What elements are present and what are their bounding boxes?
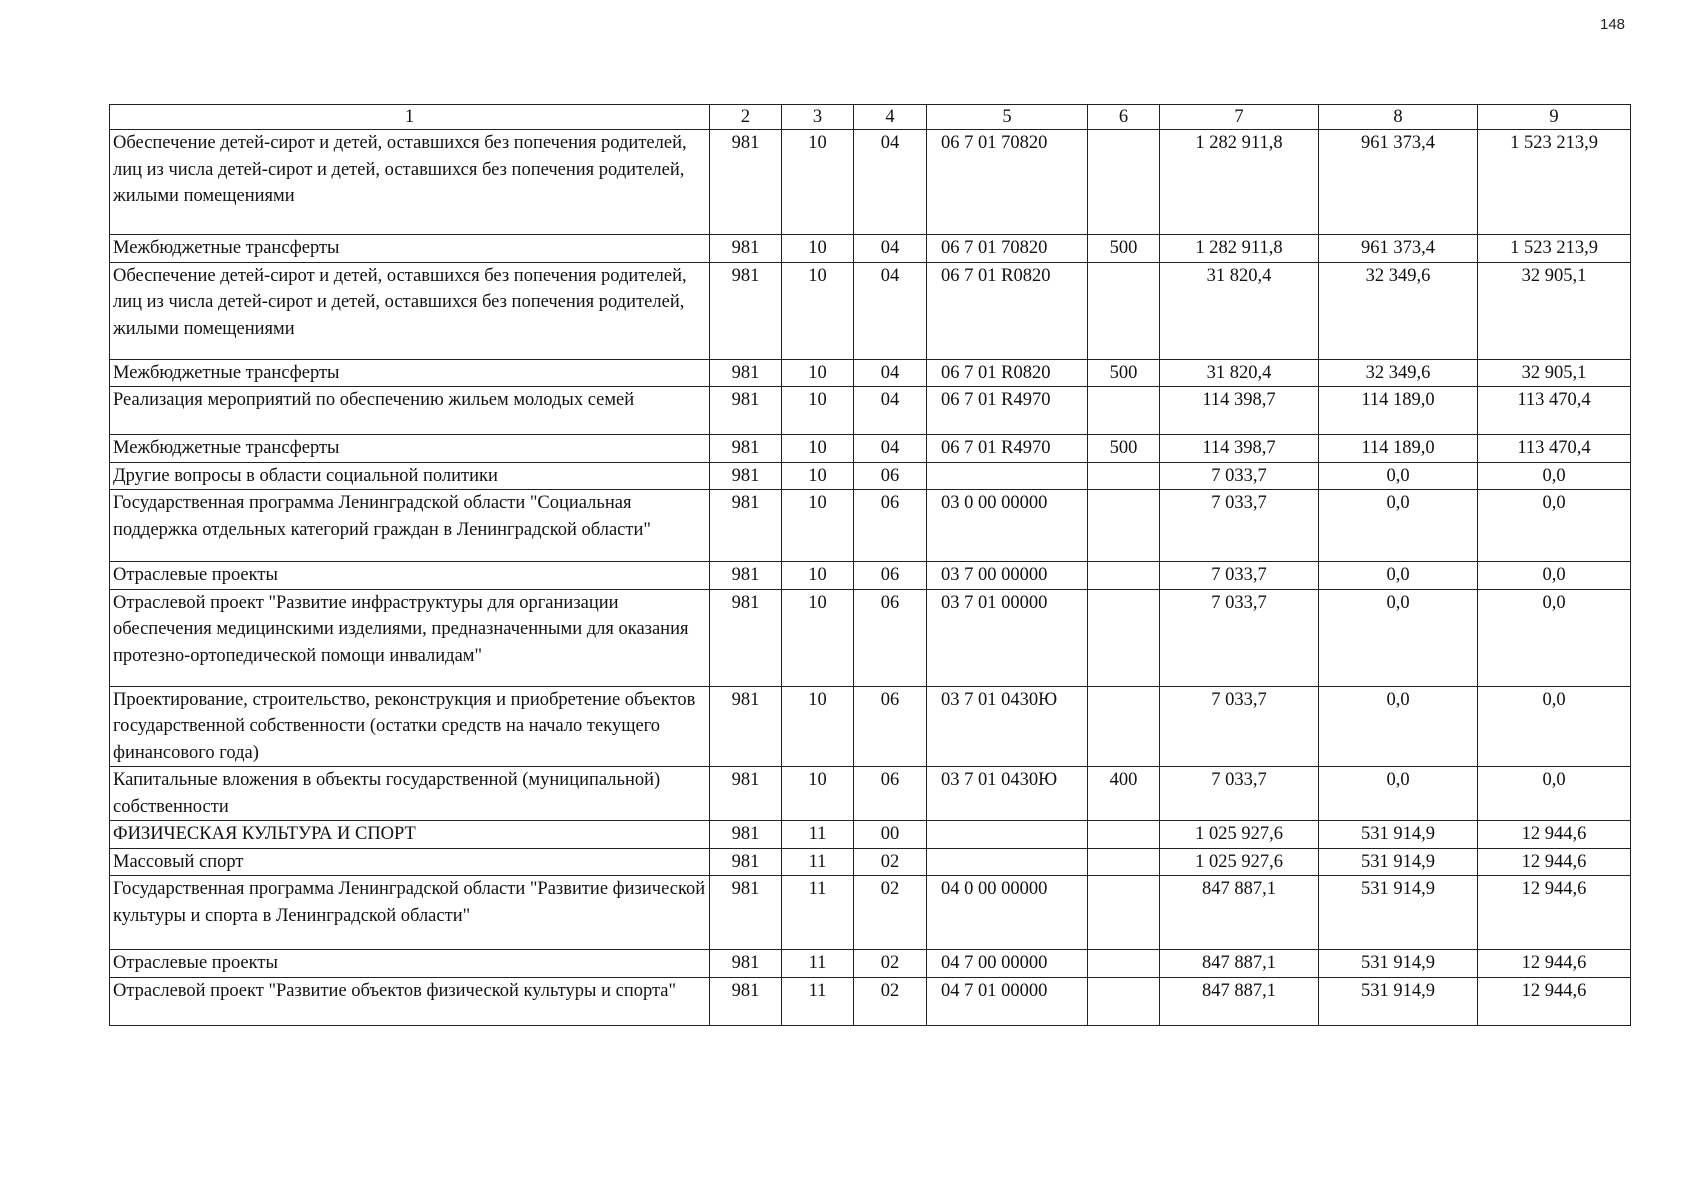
cell-section: 11 (782, 950, 854, 978)
column-header: 4 (854, 105, 927, 130)
cell-amount-col8: 0,0 (1319, 462, 1478, 490)
cell-subsection: 04 (854, 435, 927, 463)
cell-grbs: 981 (710, 262, 782, 359)
cell-amount-col9: 0,0 (1478, 562, 1631, 590)
cell-target-article: 03 7 01 00000 (927, 589, 1088, 686)
cell-amount-col7: 7 033,7 (1160, 562, 1319, 590)
cell-grbs: 981 (710, 130, 782, 235)
table-row (110, 462, 1631, 490)
cell-subsection: 02 (854, 950, 927, 978)
cell-target-article: 03 7 00 00000 (927, 562, 1088, 590)
table-row (110, 821, 1631, 849)
table-row (110, 387, 1631, 435)
cell-amount-col9: 0,0 (1478, 490, 1631, 562)
cell-subsection: 02 (854, 848, 927, 876)
cell-section: 10 (782, 262, 854, 359)
cell-target-article: 06 7 01 R4970 (927, 387, 1088, 435)
cell-section: 11 (782, 821, 854, 849)
cell-amount-col9: 12 944,6 (1478, 977, 1631, 1025)
cell-expense-type (1088, 950, 1160, 978)
cell-target-article (927, 462, 1088, 490)
cell-section: 10 (782, 130, 854, 235)
cell-grbs: 981 (710, 876, 782, 950)
table-body (110, 130, 1631, 1026)
cell-expense-type: 400 (1088, 767, 1160, 821)
cell-amount-col7: 847 887,1 (1160, 950, 1319, 978)
column-header: 5 (927, 105, 1088, 130)
cell-subsection: 06 (854, 686, 927, 767)
cell-amount-col7: 1 025 927,6 (1160, 821, 1319, 849)
page-number: 148 (1600, 16, 1626, 33)
table-header (110, 105, 1631, 130)
cell-expense-type (1088, 262, 1160, 359)
row-name: Обеспечение детей-сирот и детей, оставшихся без попечения родителей, лиц из числа детей-сирот и детей, оставшихся без попечения родителей, жилыми помещениями (110, 262, 710, 359)
cell-subsection: 04 (854, 235, 927, 263)
header-row (110, 105, 1631, 130)
cell-subsection: 02 (854, 977, 927, 1025)
cell-amount-col9: 32 905,1 (1478, 359, 1631, 387)
row-name: Межбюджетные трансферты (110, 359, 710, 387)
cell-amount-col8: 531 914,9 (1319, 977, 1478, 1025)
row-name: Межбюджетные трансферты (110, 235, 710, 263)
row-name: Межбюджетные трансферты (110, 435, 710, 463)
row-name: Реализация мероприятий по обеспечению жильем молодых семей (110, 387, 710, 435)
cell-amount-col7: 1 025 927,6 (1160, 848, 1319, 876)
cell-expense-type: 500 (1088, 359, 1160, 387)
cell-target-article: 06 7 01 R4970 (927, 435, 1088, 463)
cell-amount-col9: 0,0 (1478, 589, 1631, 686)
table-row (110, 876, 1631, 950)
cell-section: 10 (782, 462, 854, 490)
cell-grbs: 981 (710, 387, 782, 435)
cell-section: 10 (782, 359, 854, 387)
cell-subsection: 06 (854, 490, 927, 562)
table-row (110, 359, 1631, 387)
cell-subsection: 06 (854, 562, 927, 590)
cell-expense-type: 500 (1088, 435, 1160, 463)
cell-amount-col8: 32 349,6 (1319, 262, 1478, 359)
cell-target-article (927, 821, 1088, 849)
cell-amount-col8: 114 189,0 (1319, 435, 1478, 463)
table-row (110, 848, 1631, 876)
cell-section: 11 (782, 977, 854, 1025)
cell-expense-type (1088, 821, 1160, 849)
cell-target-article: 04 7 00 00000 (927, 950, 1088, 978)
cell-expense-type (1088, 562, 1160, 590)
cell-amount-col9: 12 944,6 (1478, 950, 1631, 978)
column-header: 2 (710, 105, 782, 130)
cell-section: 10 (782, 686, 854, 767)
table-row (110, 686, 1631, 767)
row-name: Обеспечение детей-сирот и детей, оставшихся без попечения родителей, лиц из числа детей-сирот и детей, оставшихся без попечения родителей, жилыми помещениями (110, 130, 710, 235)
cell-amount-col8: 531 914,9 (1319, 950, 1478, 978)
cell-subsection: 00 (854, 821, 927, 849)
column-header: 1 (110, 105, 710, 130)
row-name: ФИЗИЧЕСКАЯ КУЛЬТУРА И СПОРТ (110, 821, 710, 849)
cell-amount-col8: 32 349,6 (1319, 359, 1478, 387)
cell-amount-col7: 1 282 911,8 (1160, 130, 1319, 235)
cell-section: 10 (782, 435, 854, 463)
cell-target-article: 06 7 01 70820 (927, 130, 1088, 235)
column-header: 3 (782, 105, 854, 130)
cell-amount-col8: 531 914,9 (1319, 848, 1478, 876)
cell-target-article: 03 7 01 0430Ю (927, 686, 1088, 767)
cell-amount-col8: 531 914,9 (1319, 821, 1478, 849)
cell-grbs: 981 (710, 950, 782, 978)
row-name: Проектирование, строительство, реконструкция и приобретение объектов государственной собственности (остатки средств на начало текущего финансового года) (110, 686, 710, 767)
cell-amount-col9: 113 470,4 (1478, 387, 1631, 435)
column-header: 8 (1319, 105, 1478, 130)
row-name: Отраслевые проекты (110, 950, 710, 978)
cell-amount-col8: 961 373,4 (1319, 130, 1478, 235)
cell-section: 10 (782, 235, 854, 263)
row-name: Капитальные вложения в объекты государственной (муниципальной) собственности (110, 767, 710, 821)
cell-target-article: 03 7 01 0430Ю (927, 767, 1088, 821)
cell-amount-col7: 7 033,7 (1160, 767, 1319, 821)
cell-grbs: 981 (710, 359, 782, 387)
table-row (110, 262, 1631, 359)
cell-amount-col7: 847 887,1 (1160, 876, 1319, 950)
cell-expense-type (1088, 589, 1160, 686)
row-name: Массовый спорт (110, 848, 710, 876)
cell-expense-type (1088, 848, 1160, 876)
cell-amount-col8: 0,0 (1319, 562, 1478, 590)
cell-expense-type (1088, 462, 1160, 490)
cell-amount-col9: 0,0 (1478, 462, 1631, 490)
cell-subsection: 04 (854, 262, 927, 359)
cell-subsection: 06 (854, 589, 927, 686)
row-name: Государственная программа Ленинградской области "Развитие физической культуры и спорта в Ленинградской области" (110, 876, 710, 950)
cell-grbs: 981 (710, 490, 782, 562)
cell-subsection: 02 (854, 876, 927, 950)
table-row (110, 490, 1631, 562)
row-name: Государственная программа Ленинградской области "Социальная поддержка отдельных категорий граждан в Ленинградской области" (110, 490, 710, 562)
cell-grbs: 981 (710, 235, 782, 263)
row-name: Другие вопросы в области социальной политики (110, 462, 710, 490)
cell-grbs: 981 (710, 462, 782, 490)
cell-subsection: 06 (854, 767, 927, 821)
cell-target-article: 04 7 01 00000 (927, 977, 1088, 1025)
table-row (110, 562, 1631, 590)
cell-amount-col9: 32 905,1 (1478, 262, 1631, 359)
cell-amount-col7: 31 820,4 (1160, 262, 1319, 359)
cell-target-article: 04 0 00 00000 (927, 876, 1088, 950)
cell-amount-col9: 0,0 (1478, 686, 1631, 767)
cell-subsection: 04 (854, 130, 927, 235)
cell-expense-type (1088, 387, 1160, 435)
cell-section: 11 (782, 876, 854, 950)
cell-section: 10 (782, 589, 854, 686)
cell-section: 10 (782, 767, 854, 821)
cell-amount-col8: 0,0 (1319, 767, 1478, 821)
table-row (110, 767, 1631, 821)
cell-subsection: 04 (854, 359, 927, 387)
row-name: Отраслевые проекты (110, 562, 710, 590)
table-row (110, 130, 1631, 235)
cell-amount-col7: 7 033,7 (1160, 462, 1319, 490)
cell-section: 10 (782, 562, 854, 590)
cell-expense-type (1088, 686, 1160, 767)
cell-amount-col9: 0,0 (1478, 767, 1631, 821)
cell-amount-col7: 1 282 911,8 (1160, 235, 1319, 263)
cell-expense-type (1088, 490, 1160, 562)
cell-grbs: 981 (710, 562, 782, 590)
cell-grbs: 981 (710, 821, 782, 849)
column-header: 9 (1478, 105, 1631, 130)
cell-expense-type (1088, 876, 1160, 950)
cell-amount-col7: 7 033,7 (1160, 490, 1319, 562)
cell-amount-col9: 12 944,6 (1478, 848, 1631, 876)
cell-section: 10 (782, 490, 854, 562)
cell-grbs: 981 (710, 848, 782, 876)
cell-target-article: 06 7 01 R0820 (927, 359, 1088, 387)
cell-amount-col9: 1 523 213,9 (1478, 235, 1631, 263)
table-row (110, 435, 1631, 463)
cell-grbs: 981 (710, 589, 782, 686)
row-name: Отраслевой проект "Развитие инфраструктуры для организации обеспечения медицинскими изделиями, предназначенными для оказания протезно-ортопедической помощи инвалидам" (110, 589, 710, 686)
table-row (110, 235, 1631, 263)
cell-section: 10 (782, 387, 854, 435)
cell-amount-col9: 12 944,6 (1478, 876, 1631, 950)
cell-amount-col7: 114 398,7 (1160, 387, 1319, 435)
cell-amount-col7: 847 887,1 (1160, 977, 1319, 1025)
cell-target-article: 03 0 00 00000 (927, 490, 1088, 562)
table-row (110, 950, 1631, 978)
cell-grbs: 981 (710, 977, 782, 1025)
cell-expense-type: 500 (1088, 235, 1160, 263)
column-header: 6 (1088, 105, 1160, 130)
cell-amount-col7: 31 820,4 (1160, 359, 1319, 387)
cell-subsection: 06 (854, 462, 927, 490)
cell-amount-col9: 1 523 213,9 (1478, 130, 1631, 235)
cell-amount-col8: 0,0 (1319, 589, 1478, 686)
cell-amount-col9: 113 470,4 (1478, 435, 1631, 463)
cell-amount-col8: 961 373,4 (1319, 235, 1478, 263)
cell-amount-col8: 0,0 (1319, 686, 1478, 767)
cell-amount-col7: 114 398,7 (1160, 435, 1319, 463)
cell-target-article: 06 7 01 R0820 (927, 262, 1088, 359)
cell-amount-col7: 7 033,7 (1160, 589, 1319, 686)
cell-grbs: 981 (710, 435, 782, 463)
cell-expense-type (1088, 977, 1160, 1025)
cell-section: 11 (782, 848, 854, 876)
cell-grbs: 981 (710, 767, 782, 821)
cell-subsection: 04 (854, 387, 927, 435)
table-row (110, 977, 1631, 1025)
cell-grbs: 981 (710, 686, 782, 767)
column-header: 7 (1160, 105, 1319, 130)
budget-table (109, 104, 1631, 1026)
table-row (110, 589, 1631, 686)
cell-amount-col8: 114 189,0 (1319, 387, 1478, 435)
cell-amount-col7: 7 033,7 (1160, 686, 1319, 767)
cell-amount-col8: 531 914,9 (1319, 876, 1478, 950)
cell-target-article: 06 7 01 70820 (927, 235, 1088, 263)
cell-expense-type (1088, 130, 1160, 235)
cell-amount-col9: 12 944,6 (1478, 821, 1631, 849)
cell-target-article (927, 848, 1088, 876)
cell-amount-col8: 0,0 (1319, 490, 1478, 562)
row-name: Отраслевой проект "Развитие объектов физической культуры и спорта" (110, 977, 710, 1025)
